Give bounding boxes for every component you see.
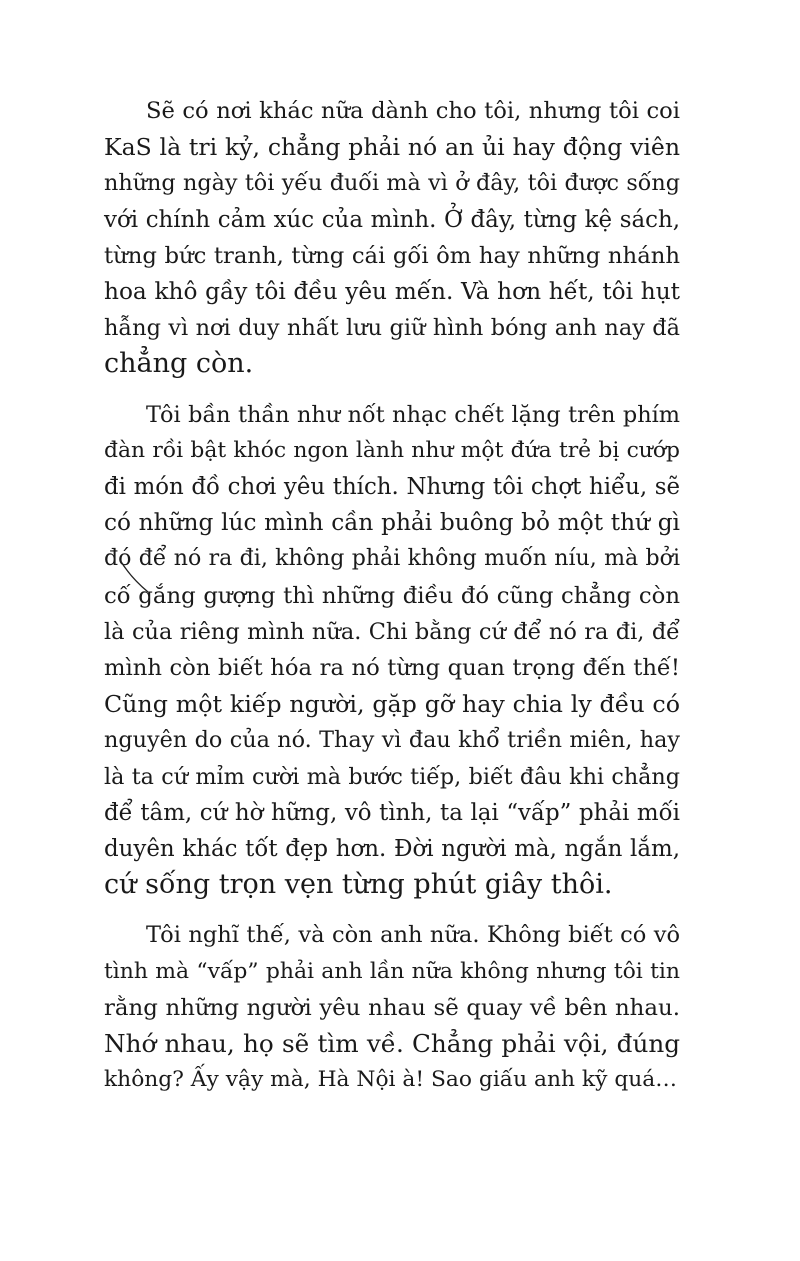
text-line: chẳng còn.: [104, 348, 254, 380]
text-line: cứ sống trọn vẹn từng phút giây thôi.: [104, 869, 613, 901]
text-line: Sẽ có nơi khác nữa dành cho tôi, nhưng tôi coi: [146, 98, 680, 124]
paragraph-2: [104, 397, 680, 904]
text-line: có những lúc mình cần phải buông bỏ một thứ gì: [104, 509, 680, 537]
text-line: những ngày tôi yếu đuối mà vì ở đây, tôi được sống: [104, 170, 680, 197]
text-line: đàn rồi bật khóc ngon lành như một đứa trẻ bị cướp: [104, 437, 680, 463]
text-line: rằng những người yêu nhau sẽ quay về bên nhau.: [104, 994, 680, 1021]
text-line: không? Ấy vậy mà, Hà Nội à! Sao giấu anh kỹ quá…: [104, 1067, 677, 1093]
text-line: là của riêng mình nữa. Chi bằng cứ để nó ra đi, để: [104, 618, 680, 645]
text-line: nguyên do của nó. Thay vì đau khổ triền miên, hay: [104, 727, 680, 754]
paragraph-1: [104, 93, 680, 383]
text-line: cố gắng gượng thì những điều đó cũng chẳng còn: [104, 582, 680, 609]
text-line: hoa khô gầy tôi đều yêu mến. Và hơn hết, tôi hụt: [104, 278, 680, 306]
text-line: để tâm, cứ hờ hững, vô tình, ta lại “vấp” phải mối: [104, 799, 680, 826]
text-line: duyên khác tốt đẹp hơn. Đời người mà, ngắn lắm,: [104, 836, 680, 863]
text-line: mình còn biết hóa ra nó từng quan trọng đến thế!: [104, 655, 680, 682]
page-text: [104, 93, 680, 1112]
text-line: Cũng một kiếp người, gặp gỡ hay chia ly đều có: [104, 690, 680, 719]
text-line: là ta cứ mỉm cười mà bước tiếp, biết đâu khi chẳng: [104, 763, 680, 790]
text-line: tình mà “vấp” phải anh lần nữa không nhưng tôi tin: [104, 958, 680, 984]
paragraph-3: [104, 917, 680, 1098]
text-line: KaS là tri kỷ, chẳng phải nó an ủi hay động viên: [104, 133, 680, 162]
text-line: Nhớ nhau, họ sẽ tìm về. Chẳng phải vội, đúng: [104, 1029, 680, 1059]
text-line: đó để nó ra đi, không phải không muốn níu, mà bởi: [104, 546, 680, 572]
text-line: Tôi nghĩ thế, và còn anh nữa. Không biết có vô: [146, 922, 680, 949]
pen-stroke-mark: [118, 556, 154, 596]
text-line: Tôi bần thần như nốt nhạc chết lặng trên phím: [146, 401, 680, 428]
text-line: với chính cảm xúc của mình. Ở đây, từng kệ sách,: [104, 206, 680, 233]
text-line: từng bức tranh, từng cái gối ôm hay những nhánh: [104, 242, 680, 269]
text-line: hẫng vì nơi duy nhất lưu giữ hình bóng anh nay đã: [104, 315, 680, 342]
text-line: đi món đồ chơi yêu thích. Nhưng tôi chợt hiểu, sẽ: [104, 474, 680, 501]
